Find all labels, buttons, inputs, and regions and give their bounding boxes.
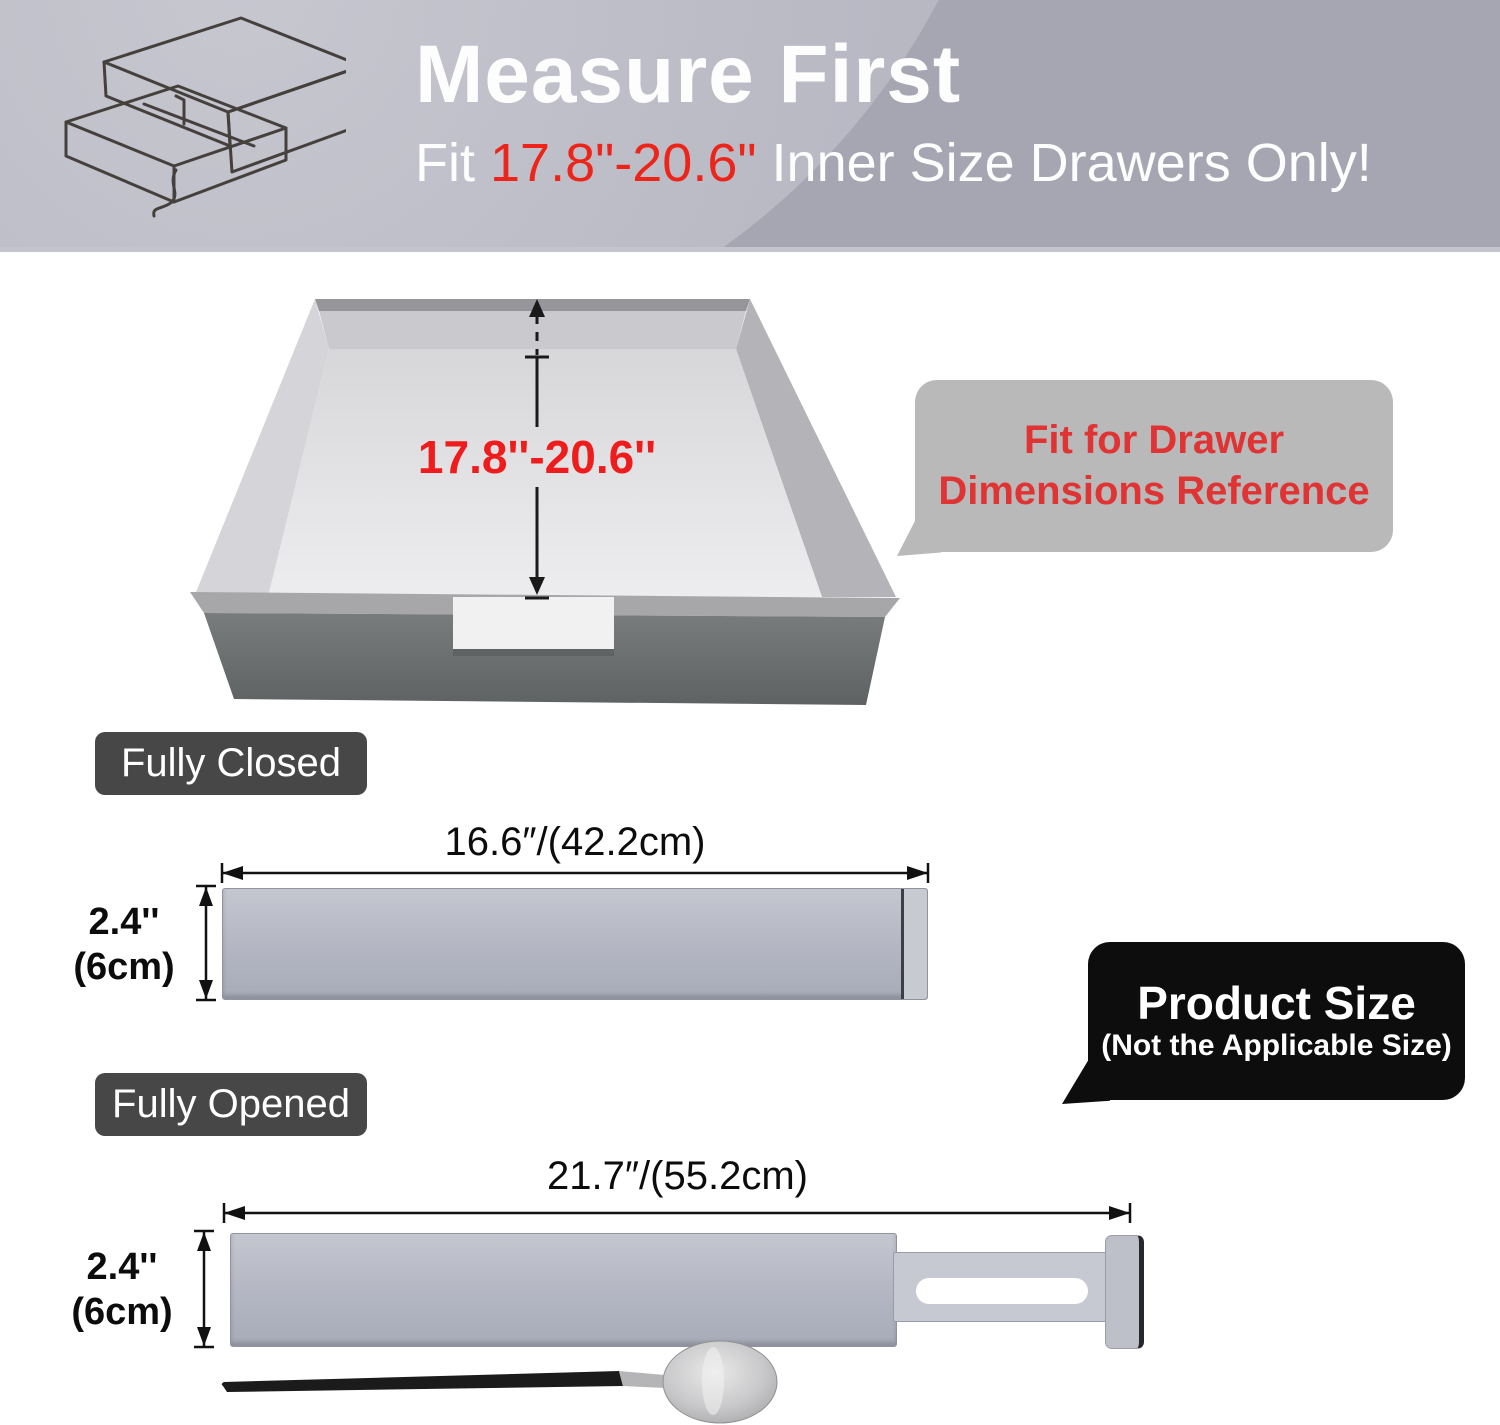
divider-closed-endcap: [901, 889, 927, 999]
product-size-line1: Product Size: [1137, 977, 1416, 1030]
reference-bubble-line1: Fit for Drawer: [1023, 417, 1285, 462]
page-title: Measure First: [415, 29, 962, 120]
fully-closed-badge: Fully Closed: [95, 732, 367, 795]
drawer-depth-label: 17.8''-20.6'': [417, 431, 657, 483]
opened-length-label: 21.7″/(55.2cm): [547, 1154, 808, 1198]
closed-height-line1: 2.4'': [88, 901, 160, 943]
closed-height-label: [54, 900, 194, 990]
divider-opened-end-bracket: [1105, 1235, 1144, 1349]
subtitle-highlight: 17.8"-20.6": [490, 133, 757, 193]
drawer-illustration: [190, 295, 900, 710]
subtitle-prefix: Fit: [415, 133, 490, 193]
opened-height-line1: 2.4'': [86, 1246, 158, 1288]
spoon-neck: [619, 1371, 665, 1388]
spoon-handle: [222, 1371, 623, 1392]
product-size-bubble: [1088, 942, 1465, 1100]
closed-height-arrow: [194, 884, 218, 1002]
header-subtitle: [415, 132, 1372, 194]
opened-height-arrow: [192, 1229, 216, 1349]
reference-bubble-line2: Dimensions Reference: [938, 469, 1370, 513]
drawer-handle: [453, 597, 614, 649]
product-size-line2: (Not the Applicable Size): [1101, 1029, 1452, 1063]
divider-arm-slot: [916, 1278, 1088, 1304]
divider-closed-bar: [222, 888, 928, 1000]
closed-length-label: 16.6″/(42.2cm): [444, 820, 706, 864]
closed-height-line2: (6cm): [73, 945, 175, 988]
drawer-front-panel: [190, 592, 900, 705]
spoon-photo: [215, 1336, 795, 1425]
opened-height-line2: (6cm): [71, 1290, 173, 1333]
closed-length-arrow: [218, 862, 932, 884]
subtitle-suffix: Inner Size Drawers Only!: [756, 133, 1372, 193]
divider-opened-body: [230, 1233, 897, 1347]
opened-height-label: [52, 1245, 192, 1335]
fully-opened-badge: Fully Opened: [95, 1073, 367, 1136]
header-band: [0, 0, 1500, 252]
divider-opened-arm: [893, 1252, 1111, 1322]
drawer-box-line-icon: [26, 4, 346, 239]
reference-bubble: [915, 380, 1393, 552]
opened-length-arrow: [220, 1202, 1134, 1224]
